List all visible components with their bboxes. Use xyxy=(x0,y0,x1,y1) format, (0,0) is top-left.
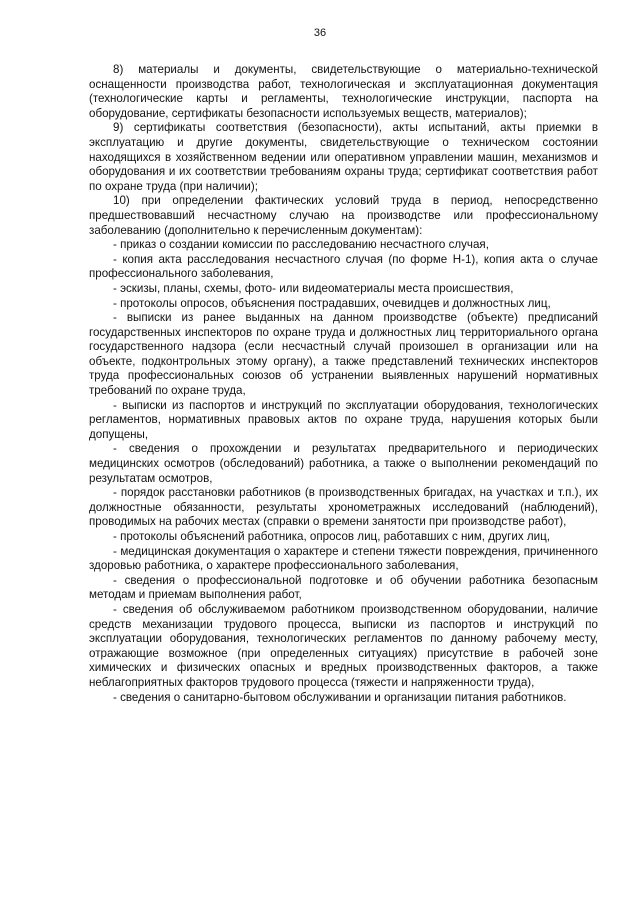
paragraph-item-8: 8) материалы и документы, свидетельствующие о материально-технической оснащенности производства работ, технологическая и эксплуатационная документация (технологические карты и регламенты, технологические инструкции, паспорта на оборудование, сертификаты безопасности используемых веществ, материалов); xyxy=(89,63,598,120)
list-item-medical-exams: - сведения о прохождении и результатах предварительного и периодических медицинских осмотров (обследований) работника, а также о выполнении рекомендаций по результатам осмотров, xyxy=(89,442,598,485)
list-item-medical-documentation: - медицинская документация о характере и степени тяжести повреждения, причиненного здоровью работника, о характере профессионального заболевания, xyxy=(89,544,598,573)
document-body xyxy=(89,63,598,705)
list-item-inspector-extracts: - выписки из ранее выданных на данном производстве (объекте) предписаний государственных инспекторов по охране труда и должностных лиц территориального органа государственного надзора (если несчастный случай произошел в организации или на объекте, подконтрольных этому органу), а также представлений технических инспекторов труда профессиональных союзов об устранении выявленных нарушений нормативных требований по охране труда, xyxy=(89,311,598,398)
list-item-commission-order: - приказ о создании комиссии по расследованию несчастного случая, xyxy=(113,238,489,252)
paragraph-item-9: 9) сертификаты соответствия (безопасности), акты испытаний, акты приемки в эксплуатацию и другие документы, свидетельствующие о техническом состоянии находящихся в хозяйственном ведении или оперативном управлении машин, механизмов и оборудования и их соответствии требованиям охраны труда; сертификат соответствия работ по охране труда (при наличии); xyxy=(89,121,598,193)
list-item-sanitary-info: - сведения о санитарно-бытовом обслуживании и организации питания работников. xyxy=(113,690,567,704)
list-item-explanation-protocols: - протоколы объяснений работника, опросов лиц, работавших с ним, других лиц, xyxy=(113,530,550,543)
list-item-sketches: - эскизы, планы, схемы, фото- или видеоматериалы места происшествия, xyxy=(113,281,514,295)
paragraph-item-10: 10) при определении фактических условий труда в период, непосредственно предшествовавший несчастному случаю на производстве или профессиональному заболеванию (дополнительно к перечисленным документам): xyxy=(89,194,598,237)
list-item-training-info: - сведения о профессиональной подготовке и об обучении работника безопасным методам и приемам выполнения работ, xyxy=(89,573,598,602)
list-item-passport-extracts: - выписки из паспортов и инструкций по эксплуатации оборудования, технологических регламентов, нормативных правовых актов по охране труда, нарушения которых были допущены, xyxy=(89,398,598,441)
list-item-equipment-info: - сведения об обслуживаемом работником производственном оборудовании, наличие средств механизации трудового процесса, выписки из паспортов и инструкций по эксплуатации оборудования, технологических регламентов по данному рабочему месту, отражающие возможное (при определенных ситуациях) присутствие в рабочей зоне химических и физических опасных и вредных производственных факторов, а также неблагоприятных факторов трудового процесса (тяжести и напряженности труда), xyxy=(89,602,598,689)
list-item-interview-protocols: - протоколы опросов, объяснения пострадавших, очевидцев и должностных лиц, xyxy=(113,296,551,310)
page-number: 36 xyxy=(313,27,327,39)
list-item-act-copy: - копия акта расследования несчастного случая (по форме Н-1), копия акта о случае профессионального заболевания, xyxy=(89,252,598,281)
list-item-worker-placement: - порядок расстановки работников (в производственных бригадах, на участках и т.п.), их должностные обязанности, результаты хронометражных исследований (наблюдений), проводимых на рабочих местах (справки о времени занятости при производстве работ), xyxy=(89,486,598,529)
